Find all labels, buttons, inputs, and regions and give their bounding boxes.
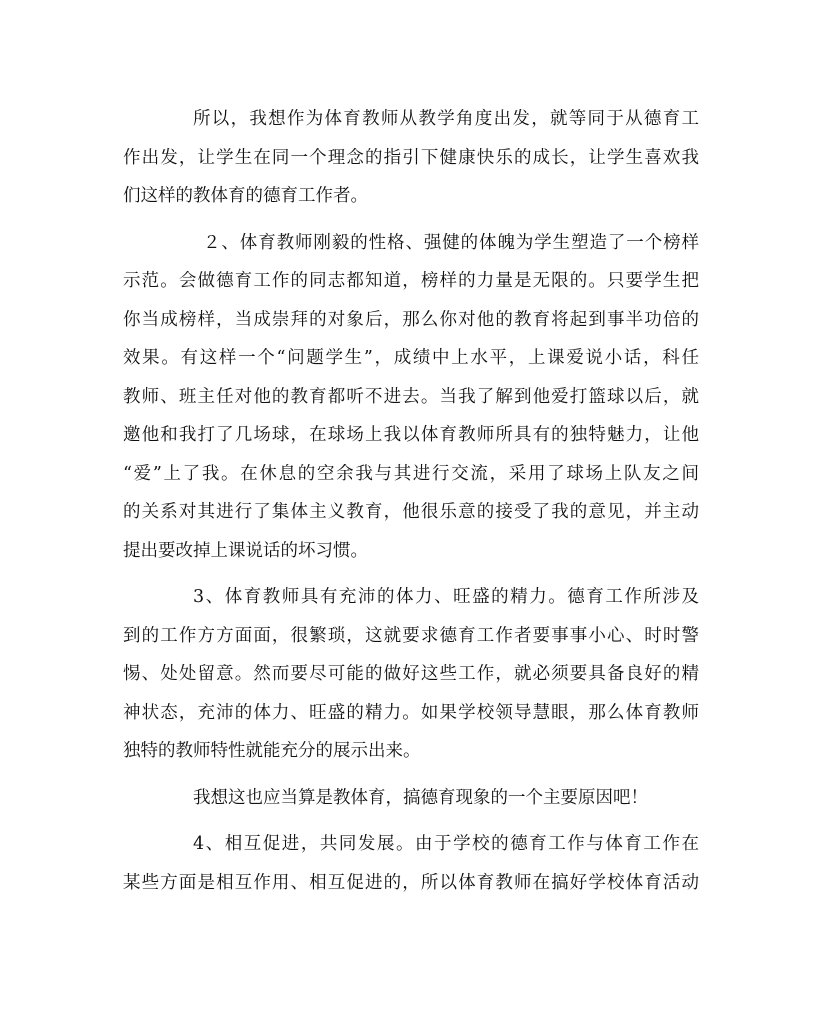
paragraph-gap [123, 216, 699, 224]
text-line: 到的工作方方面面，很繁琐，这就要求德育工作者要事事小心、时时警 [123, 625, 699, 646]
text-line: 你当成榜样，当成崇拜的对象后，那么你对他的教育将起到事半功倍的 [123, 309, 699, 330]
text-line: 提出要改掉上课说话的坏习惯。 [123, 540, 368, 561]
text-line: 独特的教师特性就能充分的展示出来。 [123, 741, 421, 761]
text-line: 邀他和我打了几场球，在球场上我以体育教师所具有的独特魅力，让他 [123, 425, 699, 445]
paragraph [123, 224, 699, 571]
paragraph [123, 100, 699, 216]
paragraph [123, 779, 699, 818]
text-line: 神状态，充沛的体力、旺盛的精力。如果学校领导慧眼，那么体育教师 [123, 702, 699, 723]
text-line: 所以，我想作为体育教师从教学角度出发，就等同于从德育工 [193, 109, 699, 129]
text-line: 我想这也应当算是教体育，搞德育现象的一个主要原因吧！ [193, 787, 648, 808]
text-line: 惕、处处留意。然而要尽可能的做好这些工作，就必须要具备良好的精 [123, 664, 699, 684]
paragraph-gap [123, 570, 699, 578]
text-line: 示范。会做德育工作的同志都知道，榜样的力量是无限的。只要学生把 [123, 271, 699, 291]
text-line: ２、体育教师刚毅的性格、强健的体魄为学生塑造了一个榜样 [203, 232, 699, 253]
paragraph [123, 825, 699, 902]
text-line: 3、体育教师具有充沛的体力、旺盛的精力。德育工作所涉及 [193, 587, 699, 607]
text-line: 们这样的教体育的德育工作者。 [123, 186, 368, 206]
paragraph-gap [123, 771, 699, 779]
paragraph [123, 578, 699, 771]
document-body [123, 100, 699, 902]
text-line: 的关系对其进行了集体主义教育，他很乐意的接受了我的意见，并主动 [123, 502, 699, 522]
text-line: 效果。有这样一个“问题学生”，成绩中上水平，上课爱说小话，科任 [123, 348, 699, 368]
paragraph-gap [123, 817, 699, 825]
text-line: “爱”上了我。在休息的空余我与其进行交流，采用了球场上队友之间 [123, 463, 699, 484]
text-line: 作出发，让学生在同一个理念的指引下健康快乐的成长，让学生喜欢我 [123, 147, 699, 168]
text-line: 教师、班主任对他的教育都听不进去。当我了解到他爱打篮球以后，就 [123, 386, 699, 407]
text-line: 某些方面是相互作用、相互促进的，所以体育教师在搞好学校体育活动 [123, 872, 699, 893]
text-line: 4、相互促进，共同发展。由于学校的德育工作与体育工作在 [193, 834, 699, 854]
